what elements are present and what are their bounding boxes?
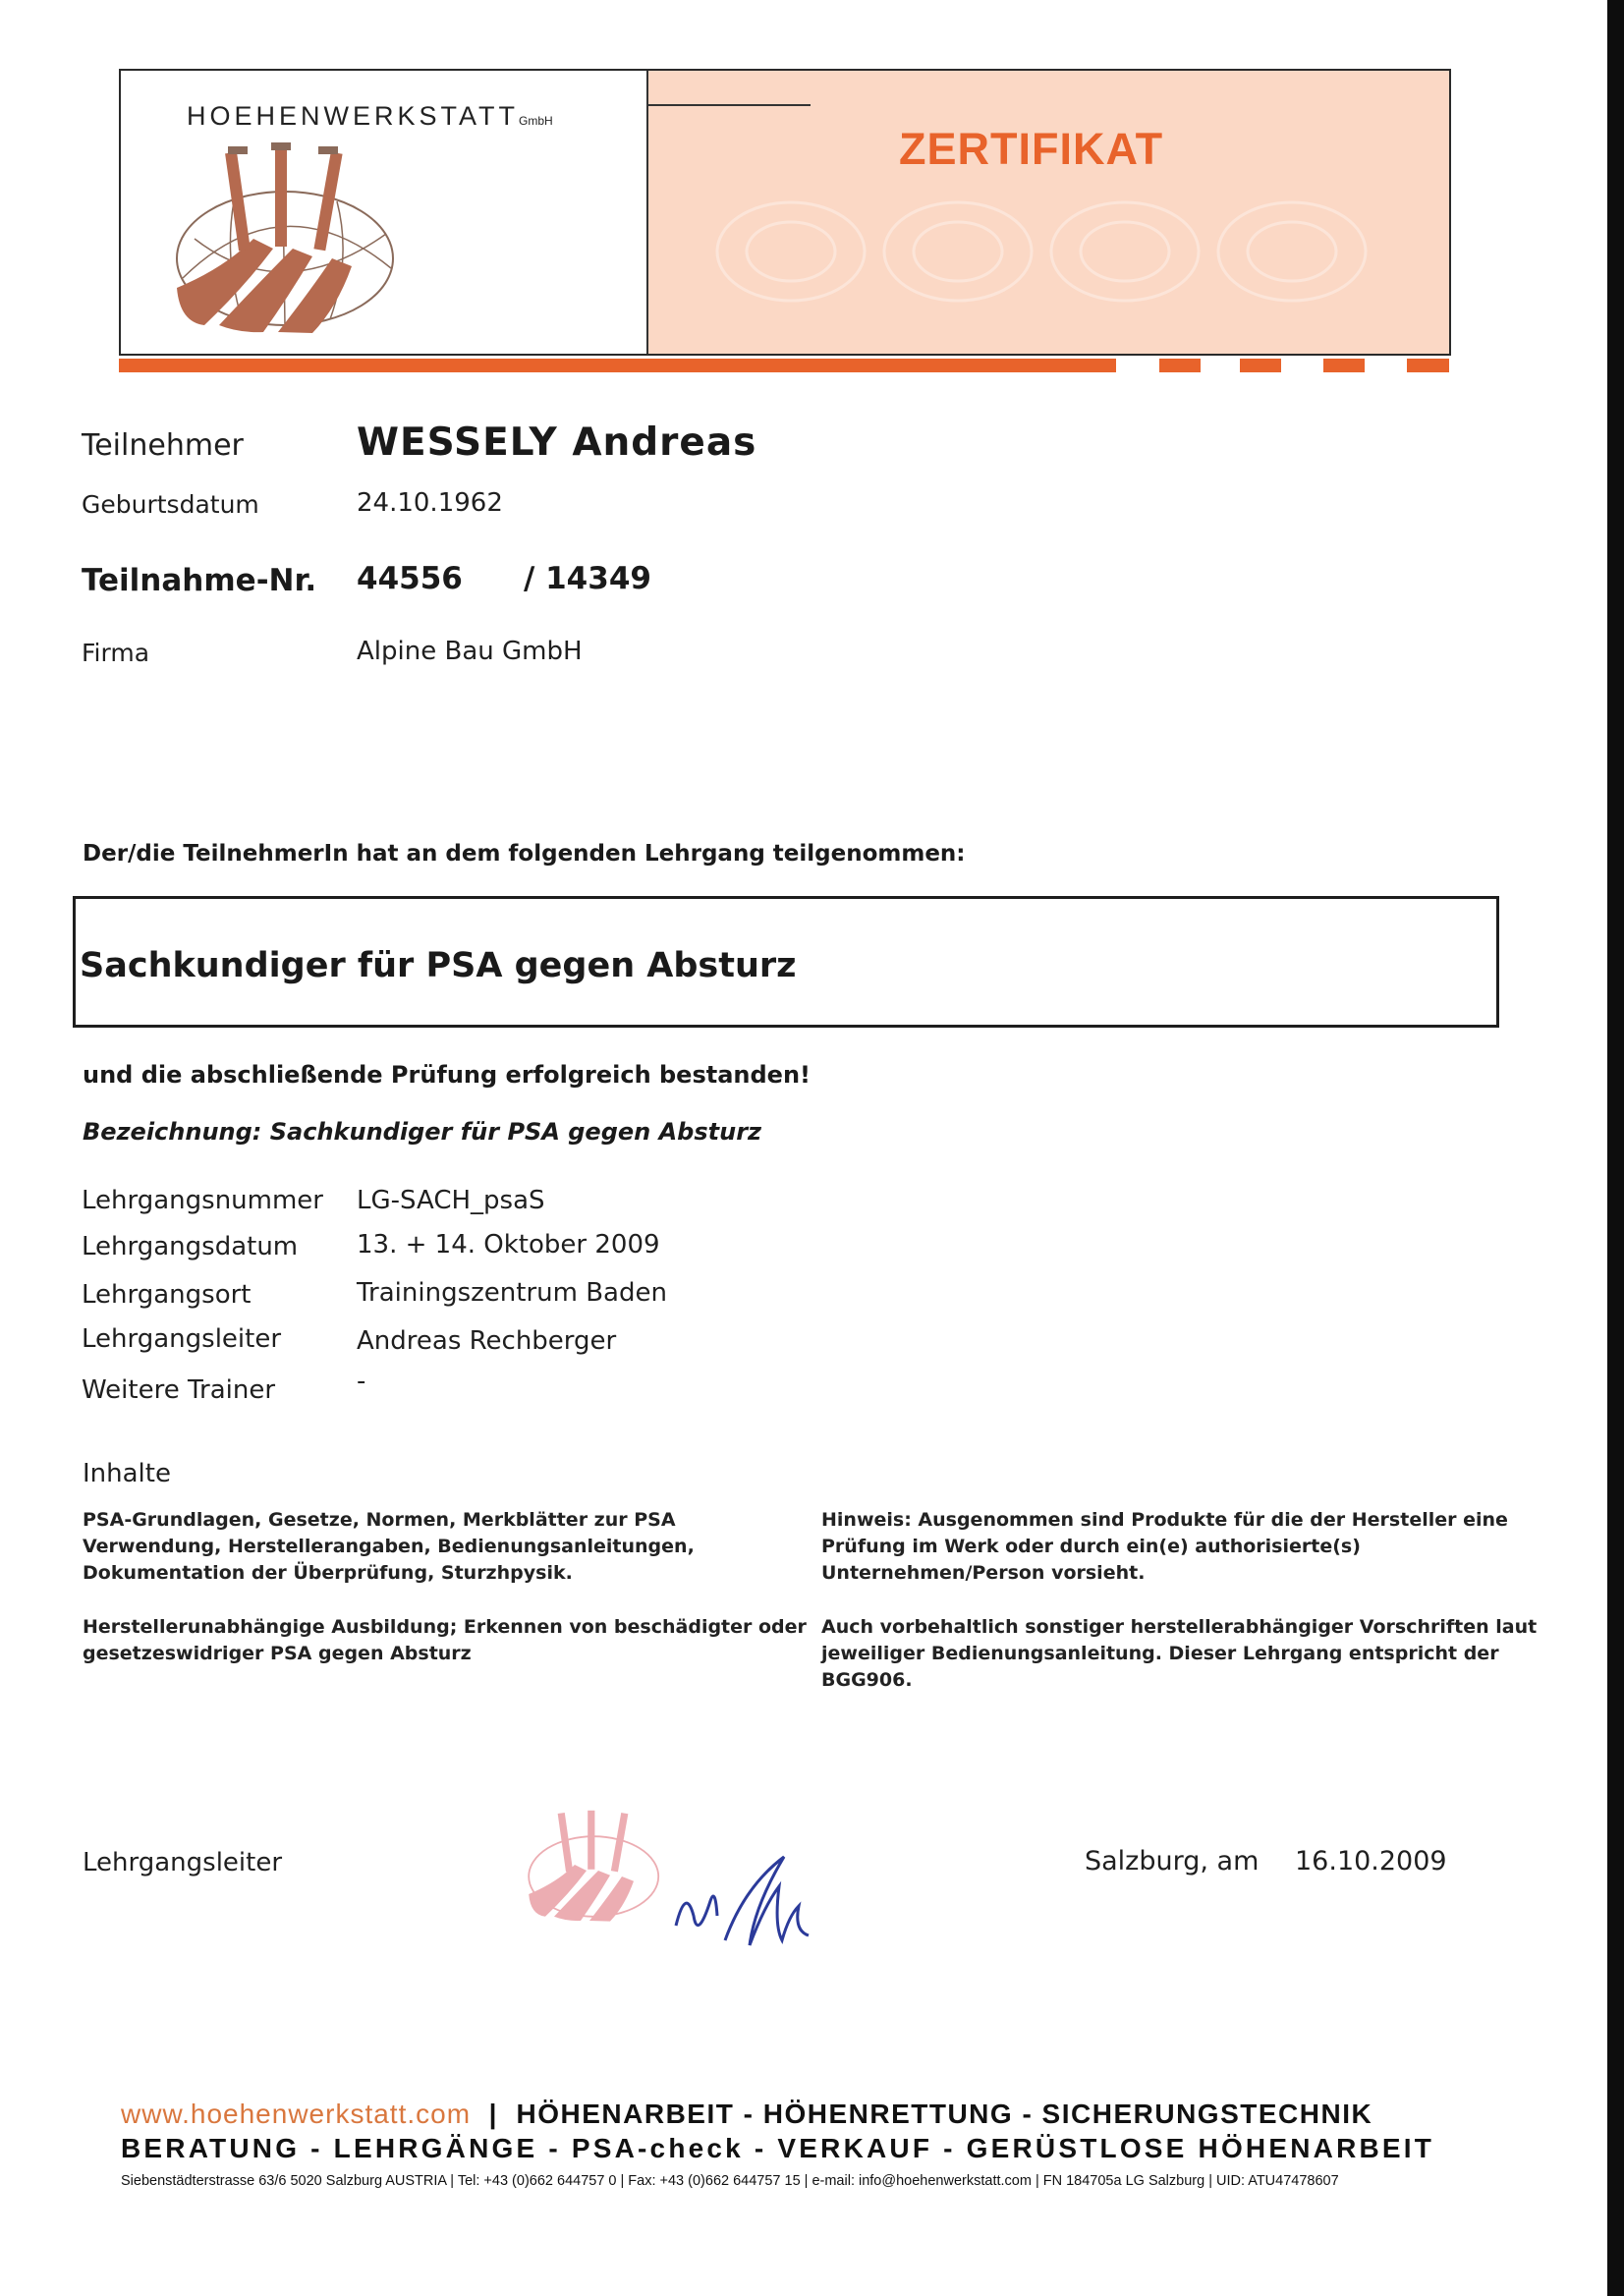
header-band-segment bbox=[1323, 359, 1365, 372]
contents-right-block-2 bbox=[821, 1614, 1537, 1694]
signature-place: Salzburg, am bbox=[1085, 1846, 1260, 1876]
header-band-segment bbox=[1159, 359, 1201, 372]
contents-heading: Inhalte bbox=[83, 1459, 171, 1488]
handwritten-signature-icon bbox=[666, 1847, 823, 1955]
contents-line: gesetzeswidriger PSA gegen Absturz bbox=[83, 1643, 472, 1664]
contents-right-block-1 bbox=[821, 1507, 1508, 1587]
course-intro: Der/die TeilnehmerIn hat an dem folgenden Lehrgang teilgenommen: bbox=[83, 841, 966, 867]
certificate-title: ZERTIFIKAT bbox=[899, 124, 1164, 174]
exam-passed-text: und die abschließende Prüfung erfolgreich bestanden! bbox=[83, 1061, 811, 1089]
contents-line: Dokumentation der Überprüfung, Sturzhpysik. bbox=[83, 1562, 573, 1584]
detail-label-other-trainers: Weitere Trainer bbox=[82, 1375, 276, 1405]
contents-line: Hinweis: Ausgenommen sind Produkte für die der Hersteller eine bbox=[821, 1509, 1508, 1531]
participation-number-b: / 14349 bbox=[524, 561, 651, 596]
brand-suffix: GmbH bbox=[519, 114, 553, 128]
contents-line: Prüfung im Werk oder durch ein(e) authorisierte(s) bbox=[821, 1536, 1361, 1557]
header-band bbox=[119, 359, 1116, 372]
participant-name: WESSELY Andreas bbox=[357, 420, 757, 465]
detail-value-course-number: LG-SACH_psaS bbox=[357, 1186, 545, 1215]
detail-value-course-leader: Andreas Rechberger bbox=[357, 1326, 617, 1356]
scan-edge bbox=[1607, 0, 1624, 2296]
contents-line: Herstellerunabhängige Ausbildung; Erkennen von beschädigter oder bbox=[83, 1616, 807, 1638]
footer-contact: Siebenstädterstrasse 63/6 5020 Salzburg AUSTRIA | Tel: +43 (0)662 644757 0 | Fax: +43 (0)662 644757 15 | e-mail: info@hoehenwerkstatt.com | FN 184705a LG Salzburg | UID: ATU47478607 bbox=[121, 2173, 1339, 2189]
footer-services-1: HÖHENARBEIT - HÖHENRETTUNG - SICHERUNGSTECHNIK bbox=[516, 2099, 1373, 2129]
company-value: Alpine Bau GmbH bbox=[357, 637, 583, 666]
company-logo-icon bbox=[165, 140, 401, 337]
contents-line: PSA-Grundlagen, Gesetze, Normen, Merkblätter zur PSA bbox=[83, 1509, 676, 1531]
header-watermark-icon bbox=[707, 183, 1375, 310]
detail-value-course-date: 13. + 14. Oktober 2009 bbox=[357, 1230, 660, 1260]
detail-value-course-location: Trainingszentrum Baden bbox=[357, 1278, 667, 1308]
footer-separator: | bbox=[488, 2099, 498, 2129]
detail-label-course-location: Lehrgangsort bbox=[82, 1280, 252, 1310]
detail-value-other-trainers: - bbox=[357, 1367, 366, 1396]
header-band-segment bbox=[1240, 359, 1281, 372]
company-stamp-icon bbox=[519, 1806, 666, 1924]
course-title: Sachkundiger für PSA gegen Absturz bbox=[80, 946, 797, 985]
contents-line: Verwendung, Herstellerangaben, Bedienungsanleitungen, bbox=[83, 1536, 695, 1557]
birthdate-value: 24.10.1962 bbox=[357, 488, 503, 518]
participant-label: Teilnehmer bbox=[82, 428, 244, 463]
course-designation: Bezeichnung: Sachkundiger für PSA gegen Absturz bbox=[83, 1118, 762, 1146]
footer-services-line-1 bbox=[121, 2099, 1449, 2130]
participation-number-a: 44556 bbox=[357, 561, 463, 596]
detail-label-course-number: Lehrgangsnummer bbox=[82, 1186, 323, 1215]
footer-services-line-2: BERATUNG - LEHRGÄNGE - PSA-check - VERKAUF - GERÜSTLOSE HÖHENARBEIT bbox=[121, 2133, 1435, 2163]
footer-website-link[interactable]: www.hoehenwerkstatt.com bbox=[121, 2099, 472, 2129]
contents-line: BGG906. bbox=[821, 1669, 913, 1691]
header-divider bbox=[648, 104, 811, 106]
contents-line: jeweiliger Bedienungsanleitung. Dieser Lehrgang entspricht der bbox=[821, 1643, 1499, 1664]
detail-label-course-leader: Lehrgangsleiter bbox=[82, 1324, 282, 1354]
birthdate-label: Geburtsdatum bbox=[82, 490, 259, 519]
contents-left-block-1 bbox=[83, 1507, 695, 1587]
signature-date: 16.10.2009 bbox=[1295, 1846, 1447, 1876]
company-label: Firma bbox=[82, 639, 150, 667]
contents-line: Unternehmen/Person vorsieht. bbox=[821, 1562, 1146, 1584]
signature-label: Lehrgangsleiter bbox=[83, 1848, 283, 1877]
contents-left-block-2 bbox=[83, 1614, 807, 1667]
brand-name: HOEHENWERKSTATTGmbH bbox=[187, 101, 553, 131]
header-band-segment bbox=[1407, 359, 1449, 372]
detail-label-course-date: Lehrgangsdatum bbox=[82, 1232, 299, 1261]
participation-number-label: Teilnahme-Nr. bbox=[82, 563, 317, 598]
contents-line: Auch vorbehaltlich sonstiger herstellerabhängiger Vorschriften laut bbox=[821, 1616, 1538, 1638]
